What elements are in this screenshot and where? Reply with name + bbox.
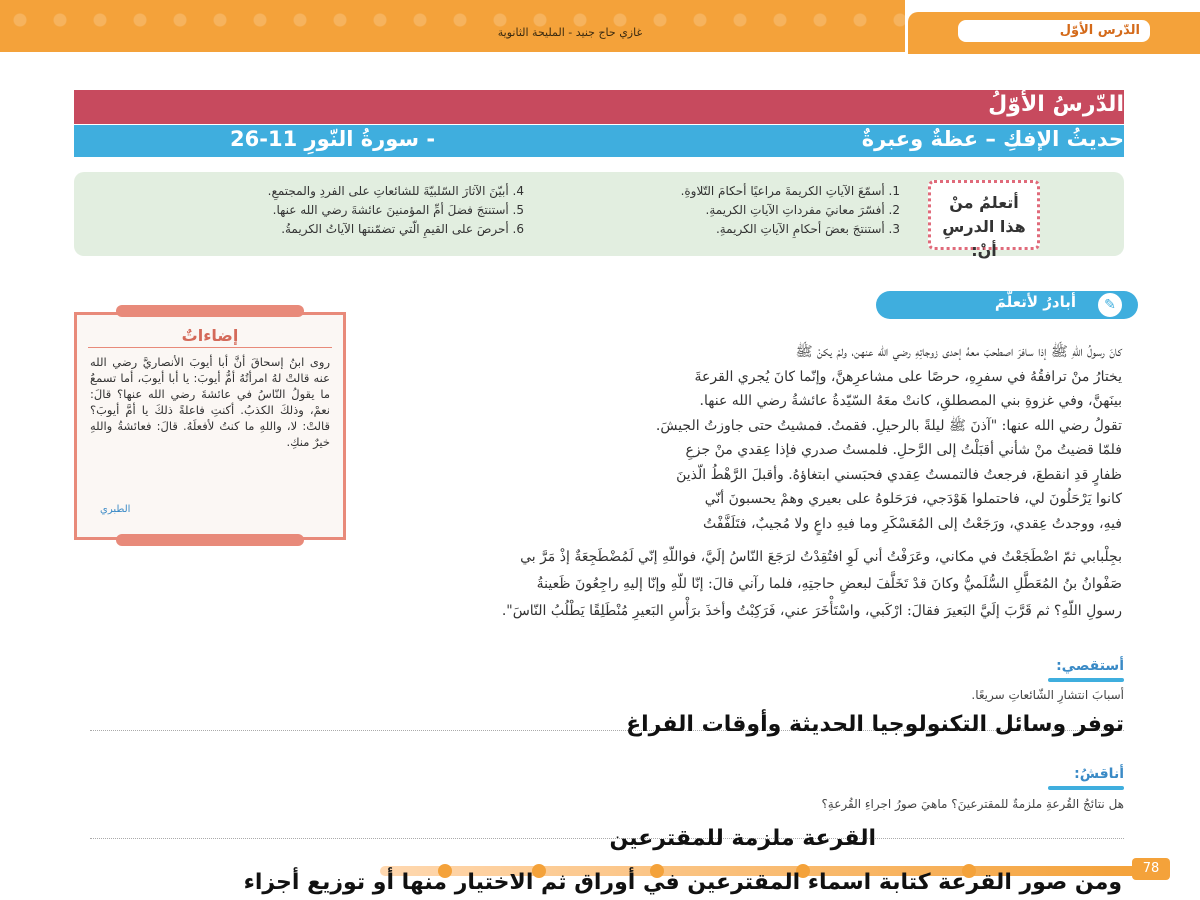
discuss-underline <box>1048 786 1124 790</box>
lesson-title: الدّرسُ الأوّلُ <box>988 92 1124 117</box>
lesson-title-bar <box>74 90 1124 124</box>
text-line: ظفارٍ قدِ انقطعَ، فرجعتُ فالتمستُ عِقدي فحبَسني ابتغاؤهُ. وأقبلَ الرَّهْطُ الّذينَ <box>676 466 1122 483</box>
objective-item: 5. أستنتجَ فضلَ أمِّ المؤمنينَ عائشةَ رضي الله عنها. <box>272 203 524 217</box>
ornament-top <box>116 305 304 317</box>
section-label: أبادرُ لأتعلّمَ <box>994 293 1076 311</box>
objectives-column-right <box>500 182 900 239</box>
text-line: رسولِ اللّهِ؟ ثم قَرَّبَ إلَيَّ البَعيرَ فقالَ: ارْكَبي، واسْتَأْخَرَ عني، فَرَكِبْتُ وأخذَ برَأْسِ البَعيرِ مُنْطَلِقًا يَطْلُبُ النّاسَ". <box>501 603 1122 619</box>
objectives-heading <box>928 180 1040 260</box>
objectives-column-left <box>94 182 524 239</box>
text-line: بجِلْبابي ثمّ اضْطَجَعْتُ في مكاني، وعَرَفْتُ أني لَوِ افتُقِدْتُ لرَجَعَ النّاسُ إلَيَّ، فواللّهِ إنّي لَمُضْطَجِعَةٌ إذْ مَرَّ بي <box>520 549 1122 565</box>
lesson-surah-range: - سورةُ النّورِ 11-26 <box>230 127 436 151</box>
sidebar-source: الطبري <box>100 504 131 515</box>
text-line: كانَ رسولُ اللّهِ ﷺ إذا سافرَ اصطحبَ معهُ إحدى زوجاتِهِ رضي الله عنهن، ولمْ يكنْ ﷺ <box>795 344 1122 360</box>
header-author-text: غازي حاج جنيد - المليحة الثانوية <box>497 26 643 39</box>
sidebar-title: إضاءاتٌ <box>88 326 332 348</box>
text-line: تقولُ رضي الله عنها: "آذنَ ﷺ ليلةً بالرحيلِ. فقمتُ. فمشيتُ حتى جاوزتُ الجيشَ. <box>655 417 1122 434</box>
discuss-answer-2[interactable]: ومن صور القرعة كتابة اسماء المقترعين في أوراق ثم الاختيار منها أو توزيع أجزاء <box>243 870 1122 895</box>
text-line: فيهِ، ووجدتُ عِقدي، ورَجَعْتُ إلى المُعَسْكَرِ وما فيهِ داعٍ ولا مُجيبٌ، فتَلَفَّفْتُ <box>703 515 1122 532</box>
header-tab-label: الدّرس الأوّل <box>958 20 1150 42</box>
investigate-question: أسبابَ انتشارِ الشّائعاتِ سريعًا. <box>971 688 1124 702</box>
discuss-question: هل نتائجُ القُرعةِ ملزمةٌ للمقترعينَ؟ ماهيَ صورُ اجراءِ القُرعةِ؟ <box>821 797 1124 811</box>
objective-item: 2. أفسّرَ معانيَ مفرداتِ الآياتِ الكريمةِ. <box>705 203 900 217</box>
investigate-answer[interactable]: توفر وسائل التكنولوجيا الحديثة وأوقات الفراغ <box>626 712 1124 737</box>
answer-line <box>90 838 1124 839</box>
discuss-label: أناقشُ: <box>1074 766 1124 782</box>
discuss-answer-1[interactable]: القرعة ملزمة للمقترعين <box>609 826 876 851</box>
main-text-block-lower <box>76 544 1122 625</box>
text-line: فلمّا قضيتُ منْ شأني أقبَلْتُ إلى الرَّحلِ. فلمستُ صدري فإذا عِقدي منْ جزعِ <box>685 442 1122 458</box>
objectives-heading-line1: أتعلمُ منْ <box>949 193 1019 212</box>
objectives-heading-line2: هذا الدرسِ أنْ: <box>942 217 1026 260</box>
objective-item: 4. أبيّنَ الآثارَ السّلبيّةَ للشائعاتِ على الفردِ والمجتمعِ. <box>267 184 524 198</box>
objective-item: 6. أحرصَ على القيمِ الّتي تضمّنتها الآياتُ الكريمةُ. <box>281 222 524 236</box>
objective-item: 3. أستنتجَ بعضَ أحكامِ الآياتِ الكريمةِ. <box>715 222 900 236</box>
sidebar-body: روى ابنُ إسحاقَ أنَّ أبا أيوبَ الأنصاريَّ رضي الله عنه قالتْ لهُ امرأتُهُ أمُّ أيوبَ: يا أبا أيوبَ، أما تسمعُ ما يقولُ النّاسُ في عائشةَ رضي الله عنها؟ قالَ: نعمْ، وذلكَ الكذبُ. أكنتِ فاعلةً ذلكَ يا أمَّ أيوبَ؟ قالتْ: لا، واللهِ ما كنتُ لأفعلَهُ. قالَ: فعائشةُ واللهِ خيرٌ منكِ. <box>90 355 330 449</box>
page-number: 78 <box>1132 858 1170 880</box>
lesson-subtitle: حديثُ الإفكِ – عظةٌ وعبرةٌ <box>861 127 1124 151</box>
text-line: بينَهنَّ، وفي غزوةِ بني المصطلقِ، كانتْ معَهُ السّيّدةُ عائشةُ رضي الله عنها. <box>699 393 1122 409</box>
text-line: كانوا يَرْحَلُونَ لي، فاحتملوا هَوْدَجي، فرَحَلوهُ على بعيري وهمْ يحسبونَ أنّي <box>704 491 1122 507</box>
student-icon: ✎ <box>1096 291 1124 319</box>
investigate-underline <box>1048 678 1124 682</box>
main-text-block-upper <box>362 340 1122 536</box>
investigate-label: أستقصي: <box>1056 658 1124 674</box>
text-line: صَفْوانُ بنُ المُعَطَّلِ السُّلَميُّ وكانَ قدْ تَخَلَّفَ لبعضِ حاجتِهِ، فلما رآني قالَ: إنّا للّهِ وإنّا إليهِ راجِعُونَ ظَعينةُ <box>536 576 1122 592</box>
text-line: يختارُ منْ ترافقُهُ في سفرِهِ، حرصًا على مشاعرِهنَّ، وإنّما كانَ يُجري القرعةَ <box>694 368 1122 385</box>
objective-item: 1. أسمّعَ الآياتِ الكريمةَ مراعيًا أحكامَ التّلاوةِ. <box>680 184 900 198</box>
